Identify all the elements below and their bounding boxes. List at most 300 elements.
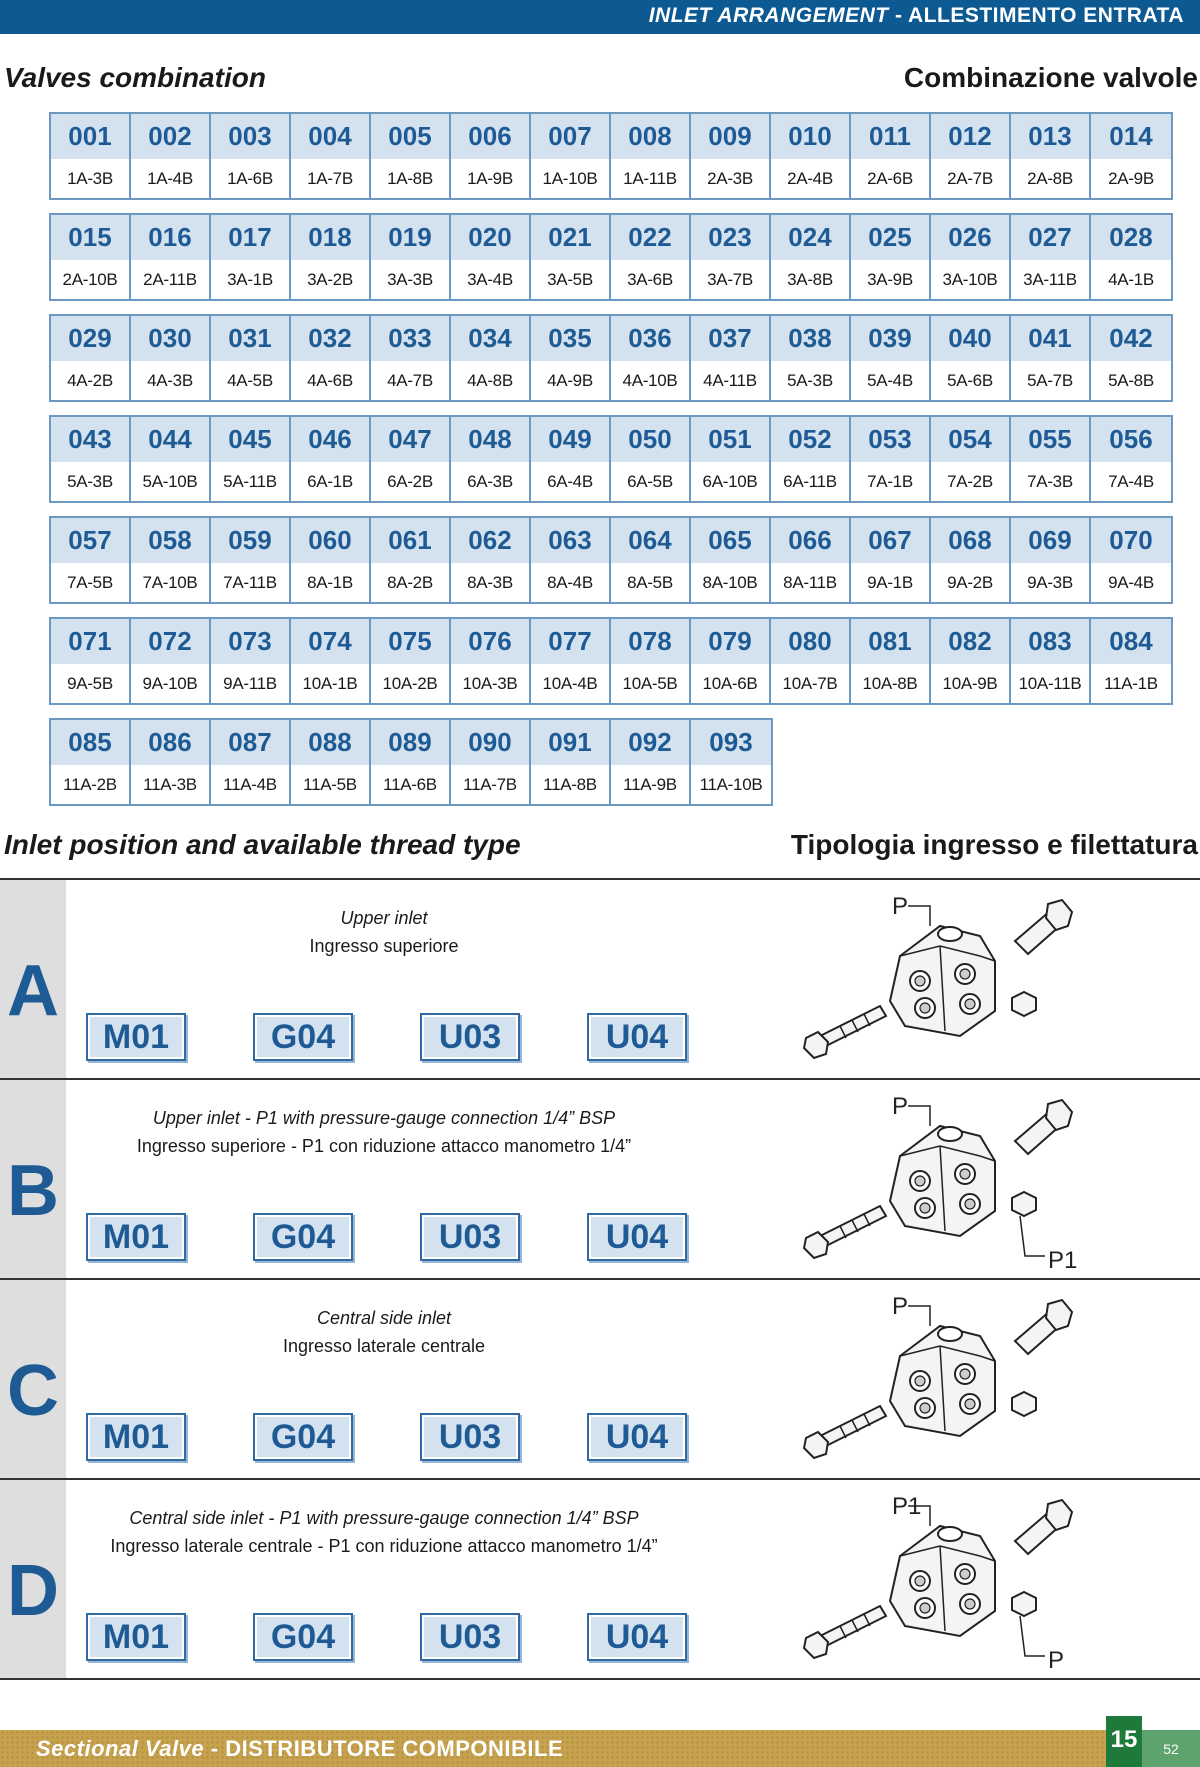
- footer-title-it: DISTRIBUTORE COMPONIBILE: [225, 1736, 564, 1761]
- combination-code: 064: [611, 518, 689, 563]
- combination-cell: [691, 114, 771, 198]
- combination-cell: [931, 114, 1011, 198]
- combination-code: 084: [1091, 619, 1171, 664]
- combination-spec: 7A-2B: [947, 471, 993, 491]
- thread-type-u04: U04: [587, 1213, 687, 1261]
- inlet-description-en: Central side inlet - P1 with pressure-gauge connection 1/4” BSP: [129, 1508, 639, 1528]
- combination-cell: [851, 215, 931, 299]
- combination-cell: [451, 114, 531, 198]
- combination-code: 041: [1011, 316, 1089, 361]
- combination-spec: 11A-7B: [463, 774, 517, 794]
- combination-code: 077: [531, 619, 609, 664]
- page-sub-number: 52: [1142, 1730, 1200, 1767]
- combination-code: 027: [1011, 215, 1089, 260]
- footer-bar: [0, 1730, 1200, 1767]
- combination-spec: 2A-3B: [707, 168, 753, 188]
- inlet-description-en: Upper inlet - P1 with pressure-gauge connection 1/4” BSP: [152, 1108, 616, 1128]
- combination-code: 007: [531, 114, 609, 159]
- combination-code: 039: [851, 316, 929, 361]
- combination-cell: [691, 417, 771, 501]
- combination-cell: [291, 316, 371, 400]
- combination-cell: [371, 316, 451, 400]
- combination-cell: [371, 215, 451, 299]
- inlet-description: [66, 1304, 702, 1360]
- combination-row: [49, 415, 1173, 503]
- combination-cell: [611, 518, 691, 602]
- combination-cell: [131, 720, 211, 804]
- combination-code: 076: [451, 619, 529, 664]
- inlet-description: [66, 1504, 702, 1560]
- combination-spec: 11A-8B: [543, 774, 597, 794]
- combination-cell: [291, 619, 371, 703]
- combination-cell: [451, 316, 531, 400]
- combination-spec: 8A-11B: [783, 572, 837, 592]
- combination-code: 091: [531, 720, 609, 765]
- combination-code: 045: [211, 417, 289, 462]
- combination-cell: [451, 720, 531, 804]
- combination-code: 071: [51, 619, 129, 664]
- combination-spec: 10A-3B: [462, 673, 518, 693]
- combination-cell: [131, 215, 211, 299]
- combination-cell: [51, 417, 131, 501]
- combination-cell: [851, 114, 931, 198]
- thread-type-u03: U03: [420, 1013, 520, 1061]
- valve-body-illustration: [800, 1286, 1100, 1476]
- port-label: P1: [1048, 1247, 1078, 1274]
- port-label: P1: [892, 1493, 922, 1520]
- combination-cell: [1091, 215, 1171, 299]
- combination-code: 001: [51, 114, 129, 159]
- combination-code: 087: [211, 720, 289, 765]
- combination-code: 053: [851, 417, 929, 462]
- inlet-illustration: [800, 1486, 1100, 1676]
- combination-cell: [131, 619, 211, 703]
- inlet-illustration: [800, 1086, 1100, 1276]
- valve-body-illustration: [800, 886, 1100, 1076]
- combination-code: 073: [211, 619, 289, 664]
- combination-spec: 7A-3B: [1027, 471, 1073, 491]
- combination-spec: 2A-11B: [143, 269, 197, 289]
- combination-code: 018: [291, 215, 369, 260]
- combination-code: 072: [131, 619, 209, 664]
- header-title-en: INLET ARRANGEMENT: [648, 4, 889, 27]
- combination-code: 034: [451, 316, 529, 361]
- combination-cell: [131, 417, 211, 501]
- combination-spec: 6A-11B: [783, 471, 837, 491]
- combination-spec: 1A-4B: [147, 168, 193, 188]
- combination-cell: [851, 417, 931, 501]
- header-bar: [0, 0, 1200, 34]
- combination-cell: [531, 619, 611, 703]
- combination-spec: 1A-6B: [227, 168, 273, 188]
- combination-cell: [931, 518, 1011, 602]
- combination-spec: 3A-2B: [307, 269, 353, 289]
- combination-cell: [51, 619, 131, 703]
- combination-spec: 3A-6B: [627, 269, 673, 289]
- inlet-option-row: [0, 1280, 1200, 1480]
- combination-code: 013: [1011, 114, 1089, 159]
- combination-code: 003: [211, 114, 289, 159]
- combination-code: 080: [771, 619, 849, 664]
- combination-cell: [771, 114, 851, 198]
- combination-spec: 10A-4B: [542, 673, 598, 693]
- combination-cell: [211, 619, 291, 703]
- inlet-description-it: Ingresso laterale centrale - P1 con riduzione attacco manometro 1/4”: [110, 1536, 658, 1556]
- footer-separator: -: [210, 1736, 219, 1761]
- combination-spec: 8A-2B: [387, 572, 433, 592]
- combination-cell: [771, 619, 851, 703]
- combination-code: 008: [611, 114, 689, 159]
- combination-code: 069: [1011, 518, 1089, 563]
- valve-body-illustration: [800, 1086, 1100, 1276]
- thread-type-u03: U03: [420, 1613, 520, 1661]
- thread-type-m01: M01: [86, 1013, 186, 1061]
- thread-type-u04: U04: [587, 1613, 687, 1661]
- combination-cell: [211, 316, 291, 400]
- combination-spec: 5A-6B: [947, 370, 993, 390]
- combination-spec: 5A-11B: [223, 471, 277, 491]
- combination-spec: 6A-10B: [702, 471, 758, 491]
- combination-cell: [291, 720, 371, 804]
- combination-cell: [1011, 619, 1091, 703]
- combination-cell: [1011, 114, 1091, 198]
- combination-spec: 11A-9B: [623, 774, 677, 794]
- combination-spec: 2A-6B: [867, 168, 913, 188]
- combination-spec: 4A-7B: [387, 370, 433, 390]
- combination-cell: [51, 215, 131, 299]
- thread-type-u04: U04: [587, 1013, 687, 1061]
- combination-code: 062: [451, 518, 529, 563]
- combination-code: 086: [131, 720, 209, 765]
- combination-cell: [1011, 417, 1091, 501]
- thread-type-m01: M01: [86, 1213, 186, 1261]
- combination-spec: 11A-4B: [223, 774, 277, 794]
- combination-spec: 8A-5B: [627, 572, 673, 592]
- combination-code: 023: [691, 215, 769, 260]
- combination-spec: 3A-10B: [942, 269, 998, 289]
- combination-code: 078: [611, 619, 689, 664]
- combination-cell: [531, 114, 611, 198]
- combination-code: 057: [51, 518, 129, 563]
- combination-spec: 7A-1B: [867, 471, 913, 491]
- combination-code: 024: [771, 215, 849, 260]
- combination-cell: [1011, 316, 1091, 400]
- combination-cell: [531, 316, 611, 400]
- combination-spec: 1A-11B: [623, 168, 677, 188]
- combination-code: 065: [691, 518, 769, 563]
- combination-spec: 5A-4B: [867, 370, 913, 390]
- combination-spec: 10A-6B: [702, 673, 758, 693]
- combination-cell: [611, 619, 691, 703]
- combination-cell: [51, 316, 131, 400]
- combination-spec: 11A-6B: [383, 774, 437, 794]
- combination-cell: [371, 518, 451, 602]
- combination-code: 081: [851, 619, 929, 664]
- combination-code: 066: [771, 518, 849, 563]
- combination-code: 044: [131, 417, 209, 462]
- combination-code: 004: [291, 114, 369, 159]
- combination-cell: [131, 114, 211, 198]
- combination-cell: [691, 316, 771, 400]
- combination-spec: 4A-2B: [67, 370, 113, 390]
- inlet-option-letter: C: [7, 1351, 59, 1431]
- combination-cell: [51, 114, 131, 198]
- valves-title-it: Combinazione valvole: [903, 62, 1198, 93]
- combination-code: 016: [131, 215, 209, 260]
- combination-spec: 2A-7B: [947, 168, 993, 188]
- combination-spec: 4A-5B: [227, 370, 273, 390]
- combination-cell: [931, 619, 1011, 703]
- combination-cell: [291, 518, 371, 602]
- combination-code: 054: [931, 417, 1009, 462]
- combination-code: 042: [1091, 316, 1171, 361]
- combination-cell: [531, 720, 611, 804]
- combination-spec: 5A-3B: [787, 370, 833, 390]
- combination-code: 047: [371, 417, 449, 462]
- combination-spec: 4A-9B: [547, 370, 593, 390]
- thread-type-group: [86, 1413, 686, 1461]
- combination-code: 019: [371, 215, 449, 260]
- combination-cell: [451, 518, 531, 602]
- combination-spec: 3A-11B: [1023, 269, 1077, 289]
- combination-spec: 10A-8B: [862, 673, 918, 693]
- combination-code: 058: [131, 518, 209, 563]
- combination-row: [49, 213, 1173, 301]
- header-separator: -: [894, 4, 903, 27]
- combination-spec: 8A-4B: [547, 572, 593, 592]
- footer-title: [36, 1736, 563, 1762]
- port-label: P: [892, 1293, 909, 1320]
- thread-type-m01: M01: [86, 1413, 186, 1461]
- combination-spec: 4A-11B: [703, 370, 757, 390]
- combination-cell: [1091, 518, 1171, 602]
- combination-cell: [451, 215, 531, 299]
- combination-spec: 6A-4B: [547, 471, 593, 491]
- combination-cell: [131, 518, 211, 602]
- combination-cell: [211, 720, 291, 804]
- combination-code: 059: [211, 518, 289, 563]
- combination-code: 049: [531, 417, 609, 462]
- combination-code: 052: [771, 417, 849, 462]
- combination-code: 015: [51, 215, 129, 260]
- combination-code: 009: [691, 114, 769, 159]
- footer-title-en: Sectional Valve: [36, 1736, 205, 1761]
- combination-cell: [131, 316, 211, 400]
- header-title-it: ALLESTIMENTO ENTRATA: [908, 4, 1184, 27]
- combination-spec: 2A-9B: [1108, 168, 1154, 188]
- combination-cell: [691, 215, 771, 299]
- combination-row: [49, 112, 1173, 200]
- combination-spec: 3A-1B: [227, 269, 273, 289]
- thread-type-u03: U03: [420, 1413, 520, 1461]
- combination-cell: [1091, 316, 1171, 400]
- combination-spec: 4A-1B: [1108, 269, 1154, 289]
- inlet-description: [66, 1104, 702, 1160]
- combination-cell: [611, 114, 691, 198]
- combination-cell: [771, 417, 851, 501]
- port-label: P: [892, 893, 909, 920]
- combination-code: 070: [1091, 518, 1171, 563]
- combination-spec: 10A-11B: [1018, 673, 1082, 693]
- inlet-option-row: [0, 1080, 1200, 1280]
- combination-code: 025: [851, 215, 929, 260]
- combination-code: 032: [291, 316, 369, 361]
- thread-type-group: [86, 1213, 686, 1261]
- thread-type-g04: G04: [253, 1213, 353, 1261]
- combination-cell: [771, 215, 851, 299]
- combination-spec: 5A-3B: [67, 471, 113, 491]
- combination-code: 088: [291, 720, 369, 765]
- combination-spec: 5A-10B: [142, 471, 198, 491]
- inlet-description-en: Central side inlet: [316, 1308, 452, 1328]
- combination-code: 074: [291, 619, 369, 664]
- combination-spec: 9A-2B: [947, 572, 993, 592]
- combination-spec: 1A-8B: [387, 168, 433, 188]
- combination-cell: [51, 720, 131, 804]
- combination-cell: [851, 518, 931, 602]
- combination-row: [49, 314, 1173, 402]
- combination-code: 031: [211, 316, 289, 361]
- combination-code: 036: [611, 316, 689, 361]
- combination-code: 017: [211, 215, 289, 260]
- combination-cell: [211, 114, 291, 198]
- inlet-option-row: [0, 880, 1200, 1080]
- combination-code: 089: [371, 720, 449, 765]
- inlet-description: [66, 904, 702, 960]
- combination-spec: 9A-3B: [1027, 572, 1073, 592]
- combination-code: 035: [531, 316, 609, 361]
- combination-spec: 7A-11B: [223, 572, 277, 592]
- combination-spec: 3A-9B: [867, 269, 913, 289]
- thread-type-g04: G04: [253, 1013, 353, 1061]
- combination-code: 028: [1091, 215, 1171, 260]
- combination-cell: [371, 114, 451, 198]
- inlet-option-letter: D: [7, 1551, 59, 1631]
- combination-spec: 10A-7B: [782, 673, 838, 693]
- inlet-description-it: Ingresso superiore - P1 con riduzione attacco manometro 1/4”: [136, 1136, 632, 1156]
- combination-spec: 10A-9B: [942, 673, 998, 693]
- combination-code: 033: [371, 316, 449, 361]
- combination-spec: 1A-9B: [467, 168, 513, 188]
- combination-spec: 6A-3B: [467, 471, 513, 491]
- inlet-illustration: [800, 1286, 1100, 1476]
- thread-type-g04: G04: [253, 1613, 353, 1661]
- combination-cell: [1091, 114, 1171, 198]
- thread-type-u04: U04: [587, 1413, 687, 1461]
- combination-code: 020: [451, 215, 529, 260]
- thread-type-u03: U03: [420, 1213, 520, 1261]
- combination-cell: [691, 720, 771, 804]
- combination-cell: [371, 619, 451, 703]
- combination-spec: 2A-4B: [787, 168, 833, 188]
- combination-spec: 9A-4B: [1108, 572, 1154, 592]
- combination-code: 082: [931, 619, 1009, 664]
- combination-cell: [51, 518, 131, 602]
- combination-code: 022: [611, 215, 689, 260]
- combination-code: 037: [691, 316, 769, 361]
- inlet-option-letter: A: [7, 951, 59, 1031]
- combination-cell: [1091, 417, 1171, 501]
- combination-spec: 5A-8B: [1108, 370, 1154, 390]
- combination-spec: 3A-7B: [707, 269, 753, 289]
- combination-spec: 6A-1B: [307, 471, 353, 491]
- port-label: P: [892, 1093, 909, 1120]
- combination-code: 026: [931, 215, 1009, 260]
- combination-spec: 11A-10B: [699, 774, 763, 794]
- inlet-description-en: Upper inlet: [340, 908, 428, 928]
- combination-cell: [611, 417, 691, 501]
- combination-row: [49, 617, 1173, 705]
- inlet-options-list: [0, 878, 1200, 1680]
- combination-cell: [371, 720, 451, 804]
- combination-code: 079: [691, 619, 769, 664]
- combination-code: 063: [531, 518, 609, 563]
- combination-code: 090: [451, 720, 529, 765]
- combination-cell: [291, 417, 371, 501]
- combination-spec: 7A-5B: [67, 572, 113, 592]
- header-title: [649, 4, 1184, 28]
- combination-spec: 9A-5B: [67, 673, 113, 693]
- inlet-title-it: Tipologia ingresso e filettatura: [790, 829, 1198, 860]
- combination-cell: [1091, 619, 1171, 703]
- combination-spec: 4A-3B: [147, 370, 193, 390]
- combination-cell: [611, 720, 691, 804]
- combination-cell: [211, 417, 291, 501]
- combination-spec: 4A-10B: [622, 370, 678, 390]
- combination-cell: [291, 215, 371, 299]
- combination-cell: [691, 619, 771, 703]
- combination-spec: 2A-10B: [62, 269, 118, 289]
- combination-spec: 9A-11B: [223, 673, 277, 693]
- valves-title-en: Valves combination: [4, 62, 266, 93]
- combination-spec: 7A-4B: [1108, 471, 1154, 491]
- combination-cell: [931, 316, 1011, 400]
- combination-spec: 7A-10B: [142, 572, 198, 592]
- combination-cell: [371, 417, 451, 501]
- combination-spec: 1A-7B: [307, 168, 353, 188]
- combination-code: 083: [1011, 619, 1089, 664]
- combination-cell: [451, 619, 531, 703]
- combination-code: 030: [131, 316, 209, 361]
- combination-code: 038: [771, 316, 849, 361]
- combination-cell: [531, 518, 611, 602]
- combination-code: 046: [291, 417, 369, 462]
- combination-code: 021: [531, 215, 609, 260]
- combination-code: 005: [371, 114, 449, 159]
- combination-cell: [531, 417, 611, 501]
- combination-row: [49, 718, 773, 806]
- combination-code: 092: [611, 720, 689, 765]
- combination-code: 043: [51, 417, 129, 462]
- combination-row: [49, 516, 1173, 604]
- combination-spec: 11A-5B: [303, 774, 357, 794]
- combination-code: 051: [691, 417, 769, 462]
- combination-cell: [451, 417, 531, 501]
- combination-cell: [771, 316, 851, 400]
- combination-spec: 3A-4B: [467, 269, 513, 289]
- combination-code: 006: [451, 114, 529, 159]
- combination-spec: 5A-7B: [1027, 370, 1073, 390]
- combination-cell: [611, 316, 691, 400]
- combination-cell: [851, 316, 931, 400]
- combination-code: 075: [371, 619, 449, 664]
- combination-spec: 8A-3B: [467, 572, 513, 592]
- combination-cell: [1011, 215, 1091, 299]
- combination-cell: [771, 518, 851, 602]
- combination-code: 060: [291, 518, 369, 563]
- combination-spec: 1A-3B: [67, 168, 113, 188]
- combination-spec: 11A-1B: [1104, 673, 1158, 693]
